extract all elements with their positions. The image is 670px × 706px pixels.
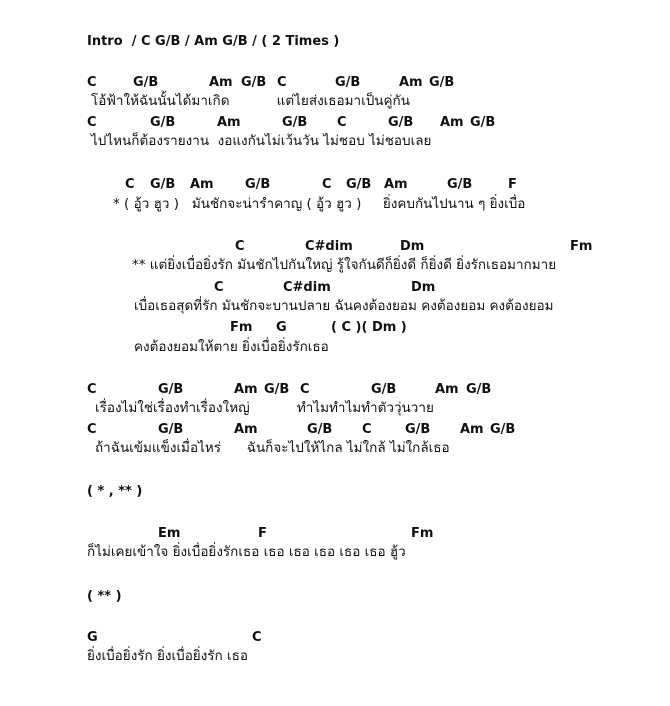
chord: G/B [371,382,397,397]
chord: G [87,630,98,645]
chord: G/B [429,75,455,90]
chord: C [87,422,97,437]
chord: G/B [241,75,267,90]
chord: G/B [158,382,184,397]
chord: G/B [133,75,159,90]
lyric-line: โอ้ฟ้าให้ฉันนั้นได้มาเกิด แต่ไยส่งเธอมาเป็นคู่กัน [91,93,410,109]
chord: Dm [411,280,436,295]
chord: C [125,177,135,192]
chord: G/B [150,115,176,130]
lyric-line: * ( อู้ว ฮูว ) มันชักจะน่ารำคาญ ( อู้ว ฮูว ) ยิ่งคบกันไปนาน ๆ ยิ่งเบื่อ [113,196,526,212]
chord: C [252,630,262,645]
chord: C [87,75,97,90]
intro-line: Intro / C G/B / Am G/B / ( 2 Times ) [87,34,340,49]
lyric-line: เรื่องไม่ใช่เรื่องทำเรื่องใหญ่ ทำไมทำไมทำตัววุ่นวาย [95,400,434,416]
lyric-line: ถ้าฉันเข้มแข็งเมื่อไหร่ ฉันก็จะไปให้ไกล ไม่ใกล้ ไม่ใกล้เธอ [95,440,450,456]
chord: C [337,115,347,130]
chord: C [235,239,245,254]
chord: Am [384,177,408,192]
chord: Am [440,115,464,130]
lyric-line: ยิ่งเบื่อยิ่งรัก ยิ่งเบื่อยิ่งรัก เธอ [87,648,248,664]
chord: G/B [405,422,431,437]
chord: F [258,526,267,541]
chord: C [362,422,372,437]
chord: Fm [411,526,434,541]
chord: Em [158,526,181,541]
chord: G/B [264,382,290,397]
lyric-line: ** แต่ยิ่งเบื่อยิ่งรัก มันชักไปกันใหญ่ รู้ใจกันดีก็ยิ่งดี ก็ยิ่งดี ยิ่งรักเธอมากมาย [132,257,557,273]
lyric-line: ไปไหนก็ต้องรายงาน งอแงกันไม่เว้นวัน ไม่ชอบ ไม่ชอบเลย [91,133,432,149]
chord: C [87,382,97,397]
chord: G/B [335,75,361,90]
chord: C [87,115,97,130]
chord: C [214,280,224,295]
chord: Dm [400,239,425,254]
chord: Am [209,75,233,90]
chord: C [322,177,332,192]
chord: F [508,177,517,192]
chord: G/B [466,382,492,397]
chord: Am [234,422,258,437]
chord: Am [190,177,214,192]
chord: G/B [470,115,496,130]
chord: G/B [490,422,516,437]
chord: G [276,320,287,335]
lyric-line: ก็ไม่เคยเข้าใจ ยิ่งเบื่อยิ่งรักเธอ เธอ เธอ เธอ เธอ เธอ ฮู้ว [87,544,406,560]
chord: Am [460,422,484,437]
chord: Am [399,75,423,90]
chord: G/B [282,115,308,130]
lyric-line: เบื่อเธอสุดที่รัก มันชักจะบานปลาย ฉันคงต้องยอม คงต้องยอม คงต้องยอม [134,298,554,314]
chord: C#dim [283,280,331,295]
chord: Fm [570,239,593,254]
chord: G/B [150,177,176,192]
repeat-marker: ( * , ** ) [87,484,143,499]
chord: G/B [388,115,414,130]
chord: C [277,75,287,90]
chord: Am [435,382,459,397]
lyric-line: คงต้องยอมให้ตาย ยิ่งเบื่อยิ่งรักเธอ [134,339,329,355]
chord: G/B [307,422,333,437]
chord: Am [234,382,258,397]
chord: C [300,382,310,397]
chord: G/B [245,177,271,192]
chord: Fm [230,320,253,335]
chord: G/B [158,422,184,437]
chord: Am [217,115,241,130]
repeat-marker: ( ** ) [87,589,122,604]
chord: G/B [447,177,473,192]
chord: C#dim [305,239,353,254]
chord: G/B [346,177,372,192]
chord: ( C )( Dm ) [331,320,407,335]
